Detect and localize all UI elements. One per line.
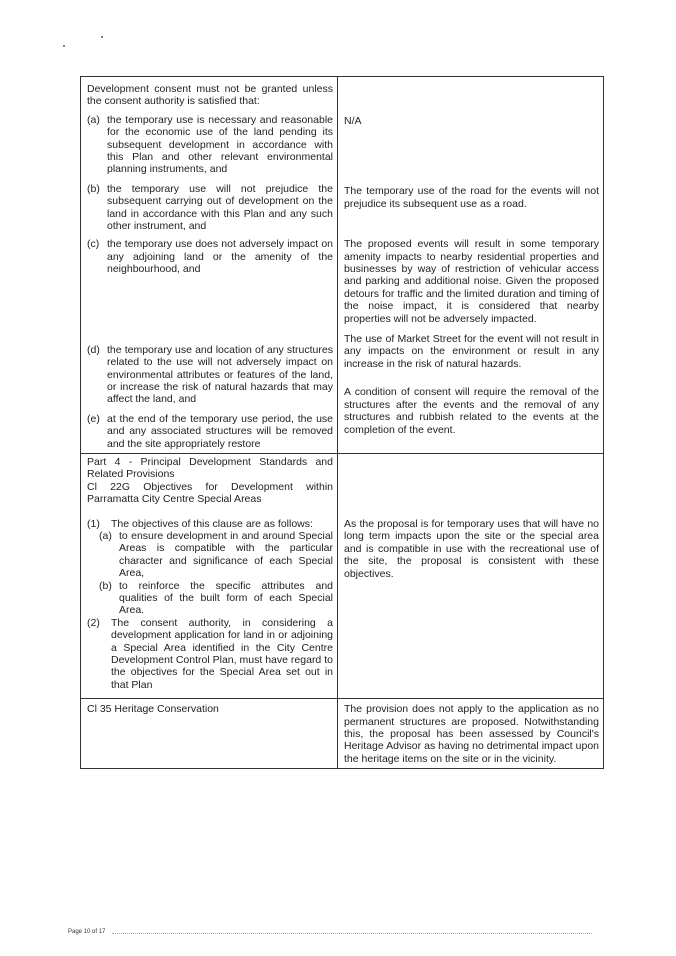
item-marker: (d): [87, 343, 100, 356]
item-text: to ensure development in and around Special Areas is compatible with the particular character and significance of each Special Area,: [119, 529, 333, 580]
list-item: [87, 344, 333, 406]
left-cell: [81, 699, 338, 769]
item-marker: (2): [87, 616, 100, 629]
intro-text: Development consent must not be granted unless the consent authority is satisfied that:: [87, 83, 333, 108]
item-text: the temporary use and location of any structures related to the use will not adversely impact on environmental attributes or features of the land, or increase the risk of natural hazards that may affect the land, and: [107, 343, 333, 406]
response-text: N/A: [344, 115, 362, 127]
item-marker: (e): [87, 412, 100, 425]
item-text: the temporary use will not prejudice the subsequent carrying out of development on the land in accordance with this Plan and any such other instrument, and: [107, 182, 333, 233]
clause-heading: Cl 22G Objectives for Development within Parramatta City Centre Special Areas: [87, 480, 333, 506]
page-number: Page 10 of 17: [68, 929, 106, 935]
item-marker: (c): [87, 238, 100, 251]
right-cell: [338, 77, 604, 454]
item-marker: (b): [87, 182, 100, 195]
list-item: [87, 617, 333, 691]
item-text: the temporary use does not adversely impact on any adjoining land or the amenity of the neighbourhood, and: [107, 238, 333, 276]
list-item: [99, 580, 333, 617]
list-item: [99, 530, 333, 580]
scan-speck: [63, 45, 65, 47]
right-cell: [338, 699, 604, 769]
left-cell: [81, 77, 338, 454]
item-marker: (a): [99, 529, 112, 542]
response-text: The proposed events will result in some temporary amenity impacts to nearby residential properties and businesses by way of restriction of vehicular access and parking and additional noise. Given the proposed detours for traffic and the limited duration and timing of the noise impact, it is considered that nearby properties will not be adversely impacted.: [344, 238, 599, 325]
list-item: [87, 183, 333, 233]
item-text: the temporary use is necessary and reasonable for the economic use of the land pending its subsequent development in accordance with this Plan and other relevant environmental planning instruments, and: [107, 113, 333, 176]
list-item: [87, 238, 333, 275]
right-cell: [338, 453, 604, 698]
list-item: [87, 413, 333, 450]
table-row: [81, 77, 604, 454]
table-row: [81, 699, 604, 769]
response-text: A condition of consent will require the removal of the structures after the events and the removal of any structures and rubbish related to the events at the completion of the event.: [344, 386, 599, 436]
scan-speck: [101, 36, 103, 38]
item-marker: (b): [99, 579, 112, 592]
response-text: The use of Market Street for the event will not result in any impacts on the environment or result in any increase in the risk of natural hazards.: [344, 333, 599, 370]
item-text: The consent authority, in considering a development application for land in or adjoining a Special Area identified in the City Centre Development Control Plan, must have regard to the objectives for the Special Area set out in that Plan: [111, 616, 333, 691]
left-cell: [81, 453, 338, 698]
response-text: The temporary use of the road for the events will not prejudice its subsequent use as a road.: [344, 185, 599, 210]
item-marker: (1): [87, 517, 100, 530]
item-text: The objectives of this clause are as follows:: [111, 517, 313, 530]
table-row: [81, 453, 604, 698]
clause-heading: Cl 35 Heritage Conservation: [87, 703, 219, 716]
section-heading: Part 4 - Principal Development Standards and Related Provisions: [87, 455, 333, 481]
response-text: As the proposal is for temporary uses that will have no long term impacts upon the site or the special area and is compatible in use with the recreational use of the site, the proposal is consistent with these objectives.: [344, 517, 599, 580]
response-text: The provision does not apply to the application as no permanent structures are proposed. Notwithstanding this, the proposal has been assessed by Council's Heritage Advisor as having no detrimental impact upon the heritage items on the site or in the vicinity.: [344, 703, 599, 765]
assessment-table: [80, 76, 604, 769]
list-item: [87, 114, 333, 176]
item-text: to reinforce the specific attributes and qualities of the built form of each Special Area.: [119, 579, 333, 617]
item-text: at the end of the temporary use period, the use and any associated structures will be removed and the site appropriately restore: [107, 412, 333, 450]
footer-divider: [112, 933, 592, 934]
list-item: [87, 518, 333, 530]
item-marker: (a): [87, 113, 100, 126]
